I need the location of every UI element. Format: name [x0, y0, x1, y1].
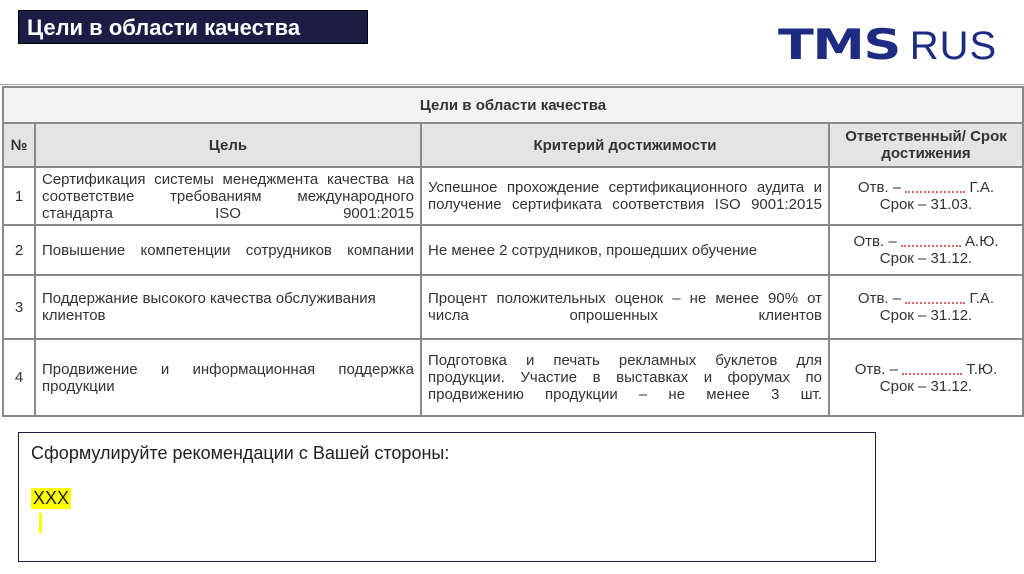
responsible-cell: Отв. – А.Ю. Срок – 31.12. [829, 225, 1023, 275]
deadline: Срок – 31.12. [879, 307, 973, 324]
slide-title: Цели в области качества [18, 10, 368, 44]
criterion-cell: Не менее 2 сотрудников, прошедших обучение [421, 225, 829, 275]
table-row [3, 167, 1023, 225]
criterion-cell: Подготовка и печать рекламных буклетов для продукции. Участие в выставках и форумах по продвижению продукции – не менее 3 шт. [421, 339, 829, 416]
divider [0, 84, 1024, 85]
table-row [3, 225, 1023, 275]
header-responsible: Ответственный/ Срок достижения [829, 123, 1023, 167]
table-row [3, 339, 1023, 416]
tmsrus-logo: TMS RUS [778, 20, 998, 69]
deadline: Срок – 31.12. [879, 377, 973, 395]
redacted-name [905, 294, 965, 304]
redacted-name [902, 365, 962, 375]
recommendations-box[interactable] [18, 432, 876, 562]
text-cursor [39, 513, 42, 533]
quality-goals-table [2, 86, 1024, 417]
goal-cell: Поддержание высокого качества обслуживания клиентов [35, 275, 421, 339]
deadline: Срок – 31.03. [879, 196, 973, 213]
table-caption: Цели в области качества [3, 87, 1023, 123]
goal-cell: Повышение компетенции сотрудников компании [35, 225, 421, 275]
goal-cell: Сертификация системы менеджмента качества на соответствие требованиям международного стандарта ISO 9001:2015 [35, 167, 421, 225]
redacted-name [901, 237, 961, 247]
recommendations-prompt: Сформулируйте рекомендации с Вашей стороны: [31, 443, 450, 463]
responsible-cell: Отв. – Г.А. Срок – 31.03. [829, 167, 1023, 225]
table-row [3, 275, 1023, 339]
header-number: № [3, 123, 35, 167]
header-criterion: Критерий достижимости [421, 123, 829, 167]
goal-cell: Продвижение и информационная поддержка продукции [35, 339, 421, 416]
row-number: 1 [3, 167, 35, 225]
row-number: 3 [3, 275, 35, 339]
recommendations-input[interactable]: XXX [33, 488, 70, 508]
criterion-cell: Успешное прохождение сертификационного аудита и получение сертификата соответствия ISO 9001:2015 [421, 167, 829, 225]
responsible-cell: Отв. – Т.Ю. Срок – 31.12. [829, 339, 1023, 416]
responsible-cell: Отв. – Г.А. Срок – 31.12. [829, 275, 1023, 339]
row-number: 4 [3, 339, 35, 416]
deadline: Срок – 31.12. [879, 250, 973, 267]
row-number: 2 [3, 225, 35, 275]
redacted-name [905, 183, 965, 193]
header-goal: Цель [35, 123, 421, 167]
criterion-cell: Процент положительных оценок – не менее 90% от числа опрошенных клиентов [421, 275, 829, 339]
